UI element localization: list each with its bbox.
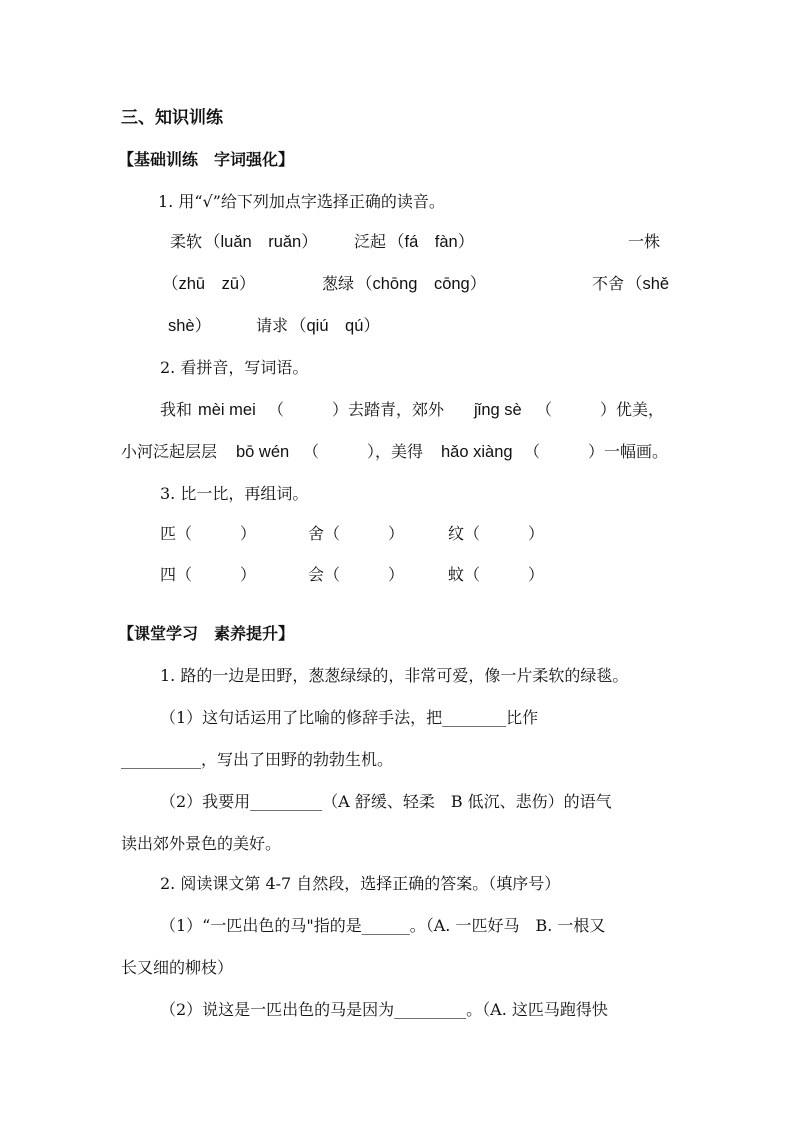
pinyin-choice-fan-qi: （fá fàn）: [388, 233, 475, 251]
compare-row-1: [0, 522, 794, 546]
sentence-1-part-a: 我和: [160, 400, 193, 419]
pinyin-choice-qing-qiu: （qiú qú）: [290, 317, 380, 335]
classroom-learning-heading: 【课堂学习 素养提升】: [118, 624, 295, 643]
compare-row-2: [0, 563, 794, 587]
pinyin-bo-wen: bō wén: [236, 443, 290, 461]
sentence-1-part-b: （ ）去踏青，郊外: [268, 400, 445, 419]
sentence-2-part-b: （ ），美得: [303, 442, 424, 461]
compare-item-wen: 纹（ ）: [448, 524, 545, 543]
pinyin-hao-xiang: hǎo xiàng: [441, 443, 513, 461]
word-yi-zhu: 一株: [628, 232, 661, 251]
pinyin-row-3: [0, 314, 794, 338]
pinyin-choice-cong-lv: （chōng cōng）: [356, 275, 487, 293]
pinyin-jing-se: jǐng sè: [474, 401, 522, 419]
sentence-2-part-a: 小河泛起层层: [121, 442, 218, 461]
compare-item-wen-insect: 蚊（ ）: [448, 565, 545, 584]
class-q1-sub2-line-b: 读出郊外景色的美好。: [121, 834, 282, 853]
compare-item-hui: 会（ ）: [308, 565, 405, 584]
pinyin-row-2: [0, 272, 794, 296]
sentence-2-part-c: （ ）一幅画。: [524, 442, 669, 461]
pinyin-choice-yi-zhu: （zhū zū）: [162, 275, 256, 293]
class-q2-sub1-line-b: 长又细的柳枝）: [121, 958, 234, 977]
compare-item-pi: 匹（ ）: [160, 524, 257, 543]
class-q1-sub2-line-a: （2）我要用_________（A 舒缓、轻柔 B 低沉、悲伤）的语气: [160, 792, 612, 811]
class-q2-sub1-line-a: （1）“一匹出色的马"指的是______。（A. 一匹好马 B. 一根又: [160, 916, 606, 935]
pinyin-choice-bu-she-a: （shě: [626, 275, 670, 293]
word-cong-lv: 葱绿: [322, 274, 355, 293]
section-title: 三、知识训练: [121, 108, 223, 128]
pinyin-row-1: [0, 230, 794, 254]
pinyin-sentence-line-1: [0, 398, 794, 422]
compare-item-si: 四（ ）: [160, 565, 257, 584]
q1-prompt: 1. 用“√”给下列加点字选择正确的读音。: [158, 192, 445, 211]
q2-prompt: 2. 看拼音，写词语。: [160, 358, 309, 377]
class-q2-stem: 2. 阅读课文第 4-7 自然段，选择正确的答案。（填序号）: [160, 874, 561, 893]
word-bu-she: 不舍: [592, 274, 625, 293]
q3-prompt: 3. 比一比，再组词。: [160, 484, 309, 503]
compare-item-she: 舍（ ）: [308, 524, 405, 543]
pinyin-choice-bu-she-b: shè）: [168, 317, 212, 335]
class-q2-sub2-line-a: （2）说这是一匹出色的马是因为_________。（A. 这匹马跑得快: [160, 1000, 608, 1019]
pinyin-choice-rou-ruan: （luǎn ruǎn）: [204, 233, 318, 251]
pinyin-sentence-line-2: [0, 440, 794, 464]
word-rou-ruan: 柔软: [170, 232, 203, 251]
pinyin-mei-mei: mèi mei: [198, 401, 256, 419]
sentence-1-part-c: （ ）优美，: [536, 400, 665, 419]
class-q1-sub1-line-a: （1）这句话运用了比喻的修辞手法，把________比作: [160, 708, 539, 727]
class-q1-stem: 1. 路的一边是田野，葱葱绿绿的，非常可爱，像一片柔软的绿毯。: [160, 666, 629, 685]
class-q1-sub1-line-b: __________，写出了田野的勃勃生机。: [121, 750, 394, 769]
word-qing-qiu: 请求: [256, 316, 289, 335]
word-fan-qi: 泛起: [354, 232, 387, 251]
basic-training-heading: 【基础训练 字词强化】: [118, 150, 295, 169]
